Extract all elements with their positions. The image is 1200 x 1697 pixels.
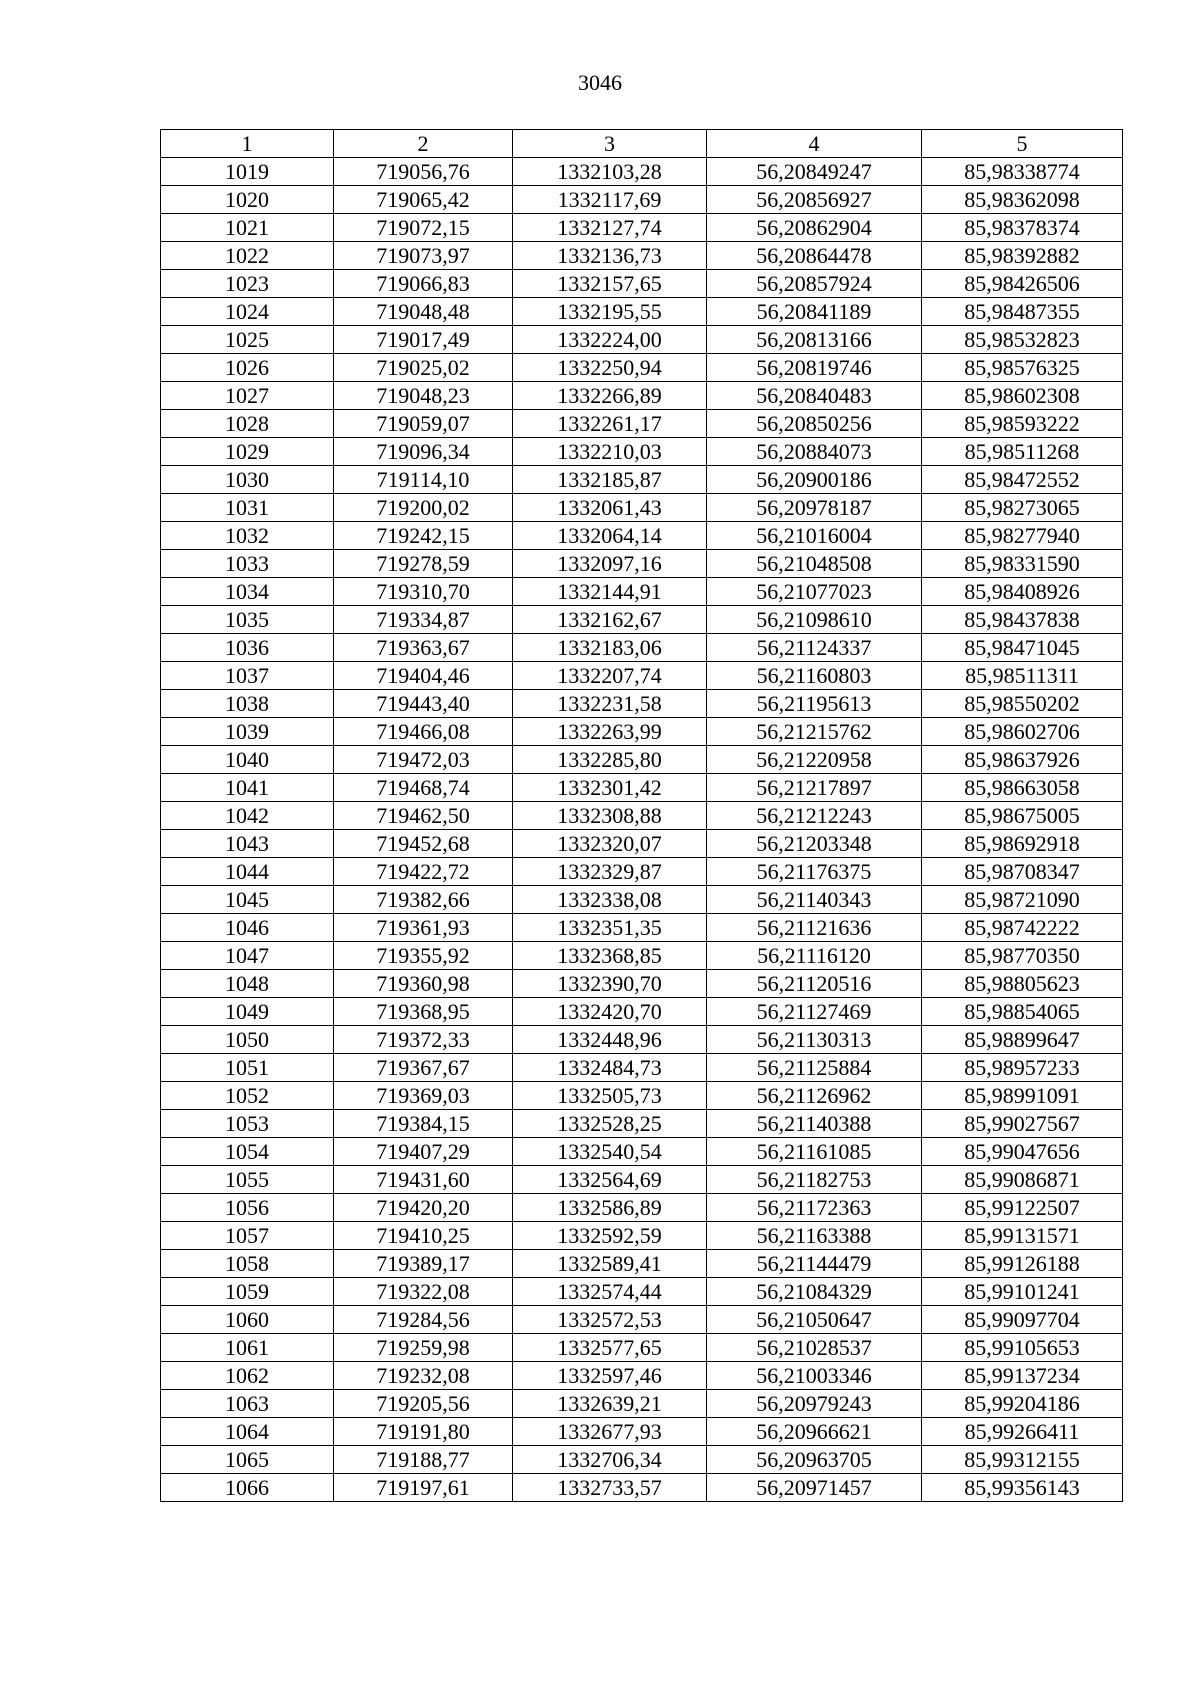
table-cell: 719284,56 — [334, 1306, 513, 1334]
table-cell: 1066 — [161, 1474, 334, 1502]
table-cell: 719382,66 — [334, 886, 513, 914]
table-cell: 719472,03 — [334, 746, 513, 774]
table-cell: 85,99312155 — [922, 1446, 1123, 1474]
table-row — [161, 382, 1123, 410]
table-cell: 1332231,58 — [513, 690, 707, 718]
table-cell: 1332144,91 — [513, 578, 707, 606]
table-cell: 85,98472552 — [922, 466, 1123, 494]
table-cell: 1023 — [161, 270, 334, 298]
table-cell: 1332484,73 — [513, 1054, 707, 1082]
table-cell: 1022 — [161, 242, 334, 270]
column-header: 5 — [922, 130, 1123, 158]
table-cell: 1046 — [161, 914, 334, 942]
table-cell: 1021 — [161, 214, 334, 242]
table-cell: 1065 — [161, 1446, 334, 1474]
table-cell: 719066,83 — [334, 270, 513, 298]
table-row — [161, 1194, 1123, 1222]
table-cell: 719048,23 — [334, 382, 513, 410]
table-cell: 1332706,34 — [513, 1446, 707, 1474]
table-cell: 1332261,17 — [513, 410, 707, 438]
table-row — [161, 1390, 1123, 1418]
table-cell: 1332420,70 — [513, 998, 707, 1026]
table-cell: 85,99131571 — [922, 1222, 1123, 1250]
table-cell: 719369,03 — [334, 1082, 513, 1110]
table-cell: 719191,80 — [334, 1418, 513, 1446]
table-cell: 719096,34 — [334, 438, 513, 466]
table-cell: 85,98511311 — [922, 662, 1123, 690]
table-cell: 1332368,85 — [513, 942, 707, 970]
table-cell: 85,98532823 — [922, 326, 1123, 354]
coordinates-table — [160, 129, 1123, 1502]
table-cell: 1332320,07 — [513, 830, 707, 858]
table-cell: 85,98331590 — [922, 550, 1123, 578]
table-cell: 1332103,28 — [513, 158, 707, 186]
table-cell: 1059 — [161, 1278, 334, 1306]
table-row — [161, 214, 1123, 242]
table-cell: 719462,50 — [334, 802, 513, 830]
table-cell: 1036 — [161, 634, 334, 662]
table-cell: 85,99097704 — [922, 1306, 1123, 1334]
table-row — [161, 998, 1123, 1026]
table-cell: 1056 — [161, 1194, 334, 1222]
table-cell: 85,99122507 — [922, 1194, 1123, 1222]
table-cell: 85,98663058 — [922, 774, 1123, 802]
table-cell: 1332263,99 — [513, 718, 707, 746]
table-cell: 719310,70 — [334, 578, 513, 606]
table-cell: 1332162,67 — [513, 606, 707, 634]
table-row — [161, 1222, 1123, 1250]
table-cell: 1052 — [161, 1082, 334, 1110]
table-cell: 85,98576325 — [922, 354, 1123, 382]
table-cell: 719367,67 — [334, 1054, 513, 1082]
table-cell: 85,98511268 — [922, 438, 1123, 466]
table-cell: 1332338,08 — [513, 886, 707, 914]
table-cell: 85,98692918 — [922, 830, 1123, 858]
table-cell: 56,21161085 — [707, 1138, 922, 1166]
table-cell: 719368,95 — [334, 998, 513, 1026]
page-number: 3046 — [578, 70, 622, 95]
table-cell: 719056,76 — [334, 158, 513, 186]
table-cell: 85,98957233 — [922, 1054, 1123, 1082]
table-cell: 56,21121636 — [707, 914, 922, 942]
table-cell: 85,98378374 — [922, 214, 1123, 242]
table-row — [161, 942, 1123, 970]
table-cell: 85,99086871 — [922, 1166, 1123, 1194]
table-cell: 1060 — [161, 1306, 334, 1334]
table-row — [161, 354, 1123, 382]
table-cell: 56,21140388 — [707, 1110, 922, 1138]
table-cell: 85,98338774 — [922, 158, 1123, 186]
table-cell: 56,20819746 — [707, 354, 922, 382]
table-row — [161, 242, 1123, 270]
table-cell: 1332390,70 — [513, 970, 707, 998]
table-cell: 1027 — [161, 382, 334, 410]
table-cell: 1332733,57 — [513, 1474, 707, 1502]
table-cell: 56,21215762 — [707, 718, 922, 746]
table-cell: 1332183,06 — [513, 634, 707, 662]
table-cell: 1034 — [161, 578, 334, 606]
table-cell: 719232,08 — [334, 1362, 513, 1390]
table-cell: 1062 — [161, 1362, 334, 1390]
table-cell: 85,98602706 — [922, 718, 1123, 746]
table-row — [161, 690, 1123, 718]
table-cell: 56,21130313 — [707, 1026, 922, 1054]
table-row — [161, 158, 1123, 186]
table-cell: 85,98637926 — [922, 746, 1123, 774]
table-cell: 56,20856927 — [707, 186, 922, 214]
table-cell: 719025,02 — [334, 354, 513, 382]
table-cell: 56,20971457 — [707, 1474, 922, 1502]
table-cell: 1051 — [161, 1054, 334, 1082]
table-cell: 1332329,87 — [513, 858, 707, 886]
table-cell: 56,20979243 — [707, 1390, 922, 1418]
table-cell: 85,98437838 — [922, 606, 1123, 634]
table-row — [161, 186, 1123, 214]
table-cell: 56,20862904 — [707, 214, 922, 242]
table-row — [161, 550, 1123, 578]
table-cell: 1332574,44 — [513, 1278, 707, 1306]
table-cell: 56,21195613 — [707, 690, 922, 718]
table-cell: 85,99204186 — [922, 1390, 1123, 1418]
table-cell: 56,21116120 — [707, 942, 922, 970]
table-cell: 56,21140343 — [707, 886, 922, 914]
table-row — [161, 858, 1123, 886]
table-cell: 1043 — [161, 830, 334, 858]
table-cell: 1042 — [161, 802, 334, 830]
table-cell: 1332577,65 — [513, 1334, 707, 1362]
table-cell: 719017,49 — [334, 326, 513, 354]
table-row — [161, 1110, 1123, 1138]
table-cell: 1019 — [161, 158, 334, 186]
table-cell: 1332064,14 — [513, 522, 707, 550]
table-cell: 56,21016004 — [707, 522, 922, 550]
table-cell: 1332505,73 — [513, 1082, 707, 1110]
table-row — [161, 466, 1123, 494]
table-cell: 1332266,89 — [513, 382, 707, 410]
table-cell: 719431,60 — [334, 1166, 513, 1194]
table-cell: 1332207,74 — [513, 662, 707, 690]
table-cell: 85,99137234 — [922, 1362, 1123, 1390]
table-cell: 56,21182753 — [707, 1166, 922, 1194]
table-cell: 1040 — [161, 746, 334, 774]
table-cell: 85,98408926 — [922, 578, 1123, 606]
table-cell: 85,98742222 — [922, 914, 1123, 942]
table-cell: 1332597,46 — [513, 1362, 707, 1390]
table-cell: 85,98426506 — [922, 270, 1123, 298]
table-cell: 1332677,93 — [513, 1418, 707, 1446]
table-cell: 1332351,35 — [513, 914, 707, 942]
table-row — [161, 1334, 1123, 1362]
table-row — [161, 774, 1123, 802]
table-cell: 85,98991091 — [922, 1082, 1123, 1110]
table-cell: 1332528,25 — [513, 1110, 707, 1138]
table-cell: 1332589,41 — [513, 1250, 707, 1278]
table-cell: 56,21126962 — [707, 1082, 922, 1110]
table-cell: 85,99126188 — [922, 1250, 1123, 1278]
table-cell: 56,20864478 — [707, 242, 922, 270]
table-cell: 56,20900186 — [707, 466, 922, 494]
table-cell: 1053 — [161, 1110, 334, 1138]
table-cell: 1332224,00 — [513, 326, 707, 354]
table-cell: 1332308,88 — [513, 802, 707, 830]
table-cell: 56,21163388 — [707, 1222, 922, 1250]
table-cell: 719242,15 — [334, 522, 513, 550]
table-row — [161, 1306, 1123, 1334]
table-cell: 719407,29 — [334, 1138, 513, 1166]
table-cell: 1332540,54 — [513, 1138, 707, 1166]
table-cell: 1047 — [161, 942, 334, 970]
table-cell: 1028 — [161, 410, 334, 438]
table-cell: 719363,67 — [334, 634, 513, 662]
table-row — [161, 1474, 1123, 1502]
table-cell: 1038 — [161, 690, 334, 718]
table-cell: 56,21028537 — [707, 1334, 922, 1362]
table-cell: 719334,87 — [334, 606, 513, 634]
table-cell: 1332572,53 — [513, 1306, 707, 1334]
table-row — [161, 830, 1123, 858]
table-cell: 1020 — [161, 186, 334, 214]
table-cell: 85,98854065 — [922, 998, 1123, 1026]
table-cell: 1332061,43 — [513, 494, 707, 522]
table-cell: 1332127,74 — [513, 214, 707, 242]
table-cell: 56,21127469 — [707, 998, 922, 1026]
table-cell: 719205,56 — [334, 1390, 513, 1418]
table-row — [161, 662, 1123, 690]
table-row — [161, 802, 1123, 830]
table-cell: 1064 — [161, 1418, 334, 1446]
table-cell: 56,20966621 — [707, 1418, 922, 1446]
table-cell: 1332250,94 — [513, 354, 707, 382]
table-cell: 719048,48 — [334, 298, 513, 326]
table-cell: 1030 — [161, 466, 334, 494]
table-cell: 719278,59 — [334, 550, 513, 578]
table-row — [161, 970, 1123, 998]
table-body — [161, 158, 1123, 1502]
table-row — [161, 1026, 1123, 1054]
table-cell: 56,21172363 — [707, 1194, 922, 1222]
table-row — [161, 270, 1123, 298]
table-cell: 1024 — [161, 298, 334, 326]
table-cell: 1041 — [161, 774, 334, 802]
table-cell: 56,21212243 — [707, 802, 922, 830]
table-cell: 56,21160803 — [707, 662, 922, 690]
table-cell: 719073,97 — [334, 242, 513, 270]
table-cell: 1029 — [161, 438, 334, 466]
table-cell: 1057 — [161, 1222, 334, 1250]
table-cell: 719372,33 — [334, 1026, 513, 1054]
table-row — [161, 1166, 1123, 1194]
table-cell: 56,21084329 — [707, 1278, 922, 1306]
table-cell: 56,20884073 — [707, 438, 922, 466]
table-cell: 1055 — [161, 1166, 334, 1194]
table-row — [161, 914, 1123, 942]
table-row — [161, 298, 1123, 326]
column-header: 3 — [513, 130, 707, 158]
table-row — [161, 438, 1123, 466]
table-cell: 719200,02 — [334, 494, 513, 522]
table-cell: 56,21203348 — [707, 830, 922, 858]
table-cell: 85,99105653 — [922, 1334, 1123, 1362]
table-cell: 1048 — [161, 970, 334, 998]
table-cell: 56,21077023 — [707, 578, 922, 606]
table-cell: 85,99047656 — [922, 1138, 1123, 1166]
table-cell: 1332448,96 — [513, 1026, 707, 1054]
table-cell: 56,21048508 — [707, 550, 922, 578]
table-cell: 85,98277940 — [922, 522, 1123, 550]
table-cell: 85,98392882 — [922, 242, 1123, 270]
table-cell: 719059,07 — [334, 410, 513, 438]
table-row — [161, 1418, 1123, 1446]
table-row — [161, 1250, 1123, 1278]
table-cell: 1332564,69 — [513, 1166, 707, 1194]
table-cell: 1332285,80 — [513, 746, 707, 774]
table-row — [161, 522, 1123, 550]
table-row — [161, 718, 1123, 746]
table-cell: 719404,46 — [334, 662, 513, 690]
table-cell: 85,98362098 — [922, 186, 1123, 214]
table-row — [161, 410, 1123, 438]
table-cell: 85,98675005 — [922, 802, 1123, 830]
table-cell: 719188,77 — [334, 1446, 513, 1474]
table-cell: 85,98487355 — [922, 298, 1123, 326]
table-cell: 1026 — [161, 354, 334, 382]
table-row — [161, 578, 1123, 606]
table-cell: 1025 — [161, 326, 334, 354]
table-cell: 56,21050647 — [707, 1306, 922, 1334]
table-cell: 1332157,65 — [513, 270, 707, 298]
table-cell: 1332586,89 — [513, 1194, 707, 1222]
table-cell: 1332592,59 — [513, 1222, 707, 1250]
table-row — [161, 1446, 1123, 1474]
table-cell: 56,21176375 — [707, 858, 922, 886]
table-cell: 56,20841189 — [707, 298, 922, 326]
table-cell: 1061 — [161, 1334, 334, 1362]
table-cell: 1049 — [161, 998, 334, 1026]
table-cell: 1037 — [161, 662, 334, 690]
table-cell: 719114,10 — [334, 466, 513, 494]
table-row — [161, 1082, 1123, 1110]
table-row — [161, 1362, 1123, 1390]
table-cell: 85,98602308 — [922, 382, 1123, 410]
table-row — [161, 634, 1123, 662]
table-cell: 719443,40 — [334, 690, 513, 718]
table-cell: 56,21217897 — [707, 774, 922, 802]
table-cell: 1050 — [161, 1026, 334, 1054]
table-cell: 85,98899647 — [922, 1026, 1123, 1054]
table-cell: 56,21003346 — [707, 1362, 922, 1390]
table-cell: 719410,25 — [334, 1222, 513, 1250]
table-cell: 719452,68 — [334, 830, 513, 858]
column-header: 1 — [161, 130, 334, 158]
table-cell: 85,98721090 — [922, 886, 1123, 914]
column-header: 4 — [707, 130, 922, 158]
table-cell: 85,98708347 — [922, 858, 1123, 886]
table-cell: 56,21125884 — [707, 1054, 922, 1082]
table-cell: 1044 — [161, 858, 334, 886]
table-cell: 1332195,55 — [513, 298, 707, 326]
table-cell: 1332301,42 — [513, 774, 707, 802]
table-row — [161, 326, 1123, 354]
table-cell: 56,21098610 — [707, 606, 922, 634]
table-cell: 85,98805623 — [922, 970, 1123, 998]
table-cell: 719389,17 — [334, 1250, 513, 1278]
table-header-row — [161, 130, 1123, 158]
table-cell: 1332136,73 — [513, 242, 707, 270]
table-cell: 56,20849247 — [707, 158, 922, 186]
table-cell: 719420,20 — [334, 1194, 513, 1222]
table-cell: 1058 — [161, 1250, 334, 1278]
table-cell: 719360,98 — [334, 970, 513, 998]
table-row — [161, 886, 1123, 914]
table-row — [161, 606, 1123, 634]
table-cell: 1032 — [161, 522, 334, 550]
table-cell: 719466,08 — [334, 718, 513, 746]
table-cell: 719197,61 — [334, 1474, 513, 1502]
table-cell: 719384,15 — [334, 1110, 513, 1138]
table-row — [161, 1138, 1123, 1166]
table-cell: 1045 — [161, 886, 334, 914]
table-cell: 85,99101241 — [922, 1278, 1123, 1306]
table-cell: 719355,92 — [334, 942, 513, 970]
table-cell: 56,20840483 — [707, 382, 922, 410]
table-cell: 85,98593222 — [922, 410, 1123, 438]
table-cell: 1063 — [161, 1390, 334, 1418]
table-cell: 56,20963705 — [707, 1446, 922, 1474]
table-cell: 1039 — [161, 718, 334, 746]
table-cell: 719422,72 — [334, 858, 513, 886]
table-cell: 1332097,16 — [513, 550, 707, 578]
table-cell: 56,20813166 — [707, 326, 922, 354]
table-cell: 719065,42 — [334, 186, 513, 214]
table-cell: 85,98550202 — [922, 690, 1123, 718]
table-cell: 1033 — [161, 550, 334, 578]
column-header: 2 — [334, 130, 513, 158]
table-cell: 1054 — [161, 1138, 334, 1166]
table-cell: 56,21120516 — [707, 970, 922, 998]
table-cell: 719259,98 — [334, 1334, 513, 1362]
table-row — [161, 1054, 1123, 1082]
table-cell: 1332210,03 — [513, 438, 707, 466]
table-cell: 85,99027567 — [922, 1110, 1123, 1138]
table-cell: 1035 — [161, 606, 334, 634]
table-cell: 719322,08 — [334, 1278, 513, 1306]
table-cell: 85,98273065 — [922, 494, 1123, 522]
table-cell: 85,98471045 — [922, 634, 1123, 662]
table-cell: 1031 — [161, 494, 334, 522]
table-cell: 1332639,21 — [513, 1390, 707, 1418]
table-cell: 1332117,69 — [513, 186, 707, 214]
table-cell: 719361,93 — [334, 914, 513, 942]
table-cell: 719468,74 — [334, 774, 513, 802]
table-cell: 56,20857924 — [707, 270, 922, 298]
table-cell: 56,21144479 — [707, 1250, 922, 1278]
table-cell: 56,21220958 — [707, 746, 922, 774]
table-cell: 56,21124337 — [707, 634, 922, 662]
table-cell: 85,99356143 — [922, 1474, 1123, 1502]
table-row — [161, 1278, 1123, 1306]
table-cell: 85,99266411 — [922, 1418, 1123, 1446]
table-cell: 56,20978187 — [707, 494, 922, 522]
table-cell: 56,20850256 — [707, 410, 922, 438]
table-cell: 85,98770350 — [922, 942, 1123, 970]
table-cell: 719072,15 — [334, 214, 513, 242]
table-row — [161, 494, 1123, 522]
table-cell: 1332185,87 — [513, 466, 707, 494]
table-row — [161, 746, 1123, 774]
